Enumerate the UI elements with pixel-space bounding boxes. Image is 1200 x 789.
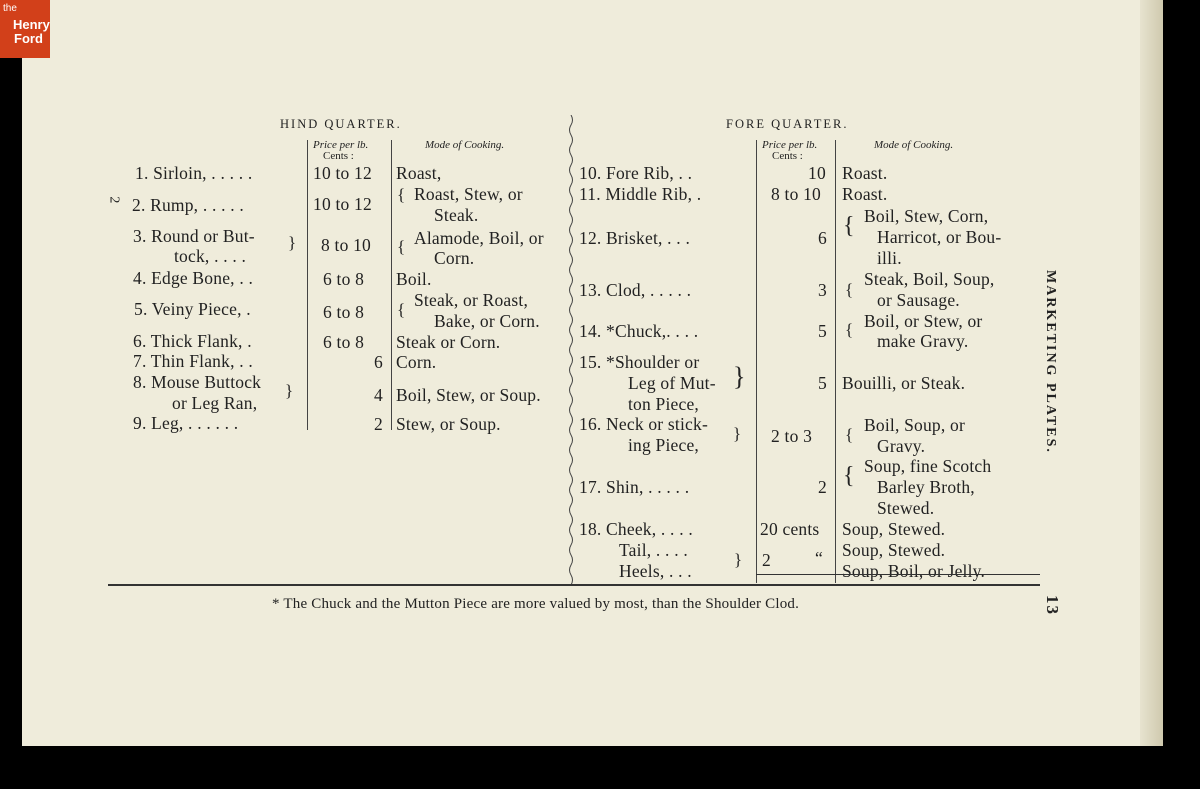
fore-price-18b: 2 [762,550,771,570]
hind-price-8: 4 [374,385,383,405]
bottom-rule [108,584,1040,586]
brace-icon: } [285,381,294,400]
page-gutter [1140,0,1163,746]
hind-price-7: 6 [374,352,383,372]
fore-mode-16b: Gravy. [877,436,926,456]
hind-cut-8b: or Leg Ran, [172,393,258,413]
brace-icon: { [397,300,406,319]
hind-mode-5b: Bake, or Corn. [434,311,540,331]
hind-price-1: 10 to 12 [313,163,372,183]
fore-price-13: 3 [818,280,827,300]
hind-mode-7: Corn. [396,352,437,372]
hind-price-2: 10 to 12 [313,194,372,214]
fore-mode-12c: illi. [877,248,902,268]
brace-icon: { [397,237,406,256]
brace-icon: { [845,320,854,339]
ditto-mark: “ [815,548,823,568]
henry-ford-logo [0,0,50,58]
fore-cut-10: 10. Fore Rib, . . [579,163,693,183]
hind-cut-3b: tock, . . . . [174,246,247,266]
book-page [22,0,1163,746]
fore-mode-18b: Soup, Stewed. [842,540,946,560]
fore-mode-12b: Harricot, or Bou- [877,227,1002,247]
hind-cut-8a: 8. Mouse Buttock [133,372,262,392]
fore-cut-11: 11. Middle Rib, . [579,184,702,204]
fore-price-15: 5 [818,373,827,393]
hind-mode-1: Roast, [396,163,442,183]
page-number: 13 [1043,595,1062,616]
hind-price-header: Price per lb. [313,139,369,151]
hind-mode-5a: Steak, or Roast, [414,290,529,310]
fore-mode-12a: Boil, Stew, Corn, [864,206,989,226]
fore-mode-17b: Barley Broth, [877,477,975,497]
fore-price-14: 5 [818,321,827,341]
fore-cut-15a: 15. *Shoulder or [579,352,700,372]
brace-icon: } [734,550,743,569]
footnote: * The Chuck and the Mutton Piece are more valued by most, than the Shoulder Clod. [272,596,800,612]
hind-price-9: 2 [374,414,383,434]
logo-text-ford: Ford [14,31,43,46]
brace-icon: { [397,185,406,204]
fore-quarter-title: FORE QUARTER. [726,117,849,131]
fore-mode-15: Bouilli, or Steak. [842,373,966,393]
fore-price-11: 8 to 10 [771,184,822,204]
hind-cut-7: 7. Thin Flank, . . [133,351,253,371]
brace-icon: } [288,233,297,252]
fore-mode-header: Mode of Cooking. [874,139,954,151]
fore-price-17: 2 [818,477,827,497]
brace-icon: { [845,280,854,299]
hind-quarter-title: HIND QUARTER. [280,117,402,131]
hind-price-4: 6 to 8 [323,269,365,289]
fore-mode-13a: Steak, Boil, Soup, [864,269,995,289]
margin-mark: 2 [106,196,122,204]
fore-mode-14b: make Gravy. [877,331,969,351]
hind-cut-2: 2. Rump, . . . . . [132,195,245,215]
fore-cut-13: 13. Clod, . . . . . [579,280,692,300]
fore-mode-11: Roast. [842,184,888,204]
hind-mode-4: Boil. [396,269,432,289]
fore-divider-left [756,140,757,583]
fore-price-header: Price per lb. [762,139,818,151]
fore-cut-14: 14. *Chuck,. . . . [579,321,699,341]
hind-cut-4: 4. Edge Bone, . . [133,268,254,288]
fore-mode-14a: Boil, or Stew, or [864,311,983,331]
fore-mode-16a: Boil, Soup, or [864,415,966,435]
logo-text-the: the [3,3,17,14]
fore-price-10: 10 [808,163,826,183]
fore-bottom-rule [756,574,1040,575]
brace-icon: } [733,362,746,391]
hind-cut-1: 1. Sirloin, . . . . . [135,163,253,183]
hind-price-6: 6 to 8 [323,332,365,352]
hind-mode-2b: Steak. [434,205,479,225]
hind-divider-right [391,140,392,430]
fore-cut-17: 17. Shin, . . . . . [579,477,690,497]
fore-cut-15c: ton Piece, [628,394,700,414]
fore-price-18a: 20 cents [760,519,820,539]
fore-price-16: 2 to 3 [771,426,813,446]
hind-mode-6: Steak or Corn. [396,332,501,352]
hind-cut-3a: 3. Round or But- [133,226,255,246]
fore-mode-13b: or Sausage. [877,290,960,310]
hind-mode-3a: Alamode, Boil, or [414,228,544,248]
hind-cut-9: 9. Leg, . . . . . . [133,413,239,433]
fore-cents-header: Cents : [772,150,803,162]
hind-mode-2a: Roast, Stew, or [414,184,523,204]
fore-cut-16a: 16. Neck or stick- [579,414,708,434]
fore-mode-17c: Stewed. [877,498,935,518]
brace-icon: { [845,425,854,444]
fore-cut-18c: Heels, . . . [619,561,692,581]
hind-mode-8: Boil, Stew, or Soup. [396,385,541,405]
fore-divider-right [835,140,836,583]
brace-icon: { [843,463,855,489]
fore-cut-12: 12. Brisket, . . . [579,228,691,248]
hind-cents-header: Cents : [323,150,354,162]
fore-price-12: 6 [818,228,827,248]
hind-price-5: 6 to 8 [323,302,365,322]
hind-cut-6: 6. Thick Flank, . [133,331,252,351]
fore-mode-18a: Soup, Stewed. [842,519,946,539]
fore-cut-15b: Leg of Mut- [628,373,716,393]
running-head: MARKETING PLATES. [1043,270,1058,454]
wavy-divider [567,115,575,585]
hind-mode-header: Mode of Cooking. [425,139,505,151]
fore-cut-18b: Tail, . . . . [619,540,688,560]
fore-mode-17a: Soup, fine Scotch [864,456,992,476]
hind-divider-left [307,140,308,430]
fore-cut-18a: 18. Cheek, . . . . [579,519,693,539]
fore-mode-10: Roast. [842,163,888,183]
hind-mode-3b: Corn. [434,248,475,268]
fore-mode-18c: Soup, Boil, or Jelly. [842,561,986,581]
brace-icon: { [843,213,855,239]
logo-text-henry: Henry [13,17,50,32]
hind-mode-9: Stew, or Soup. [396,414,501,434]
hind-price-3: 8 to 10 [321,235,372,255]
hind-cut-5: 5. Veiny Piece, . [134,299,251,319]
brace-icon: } [733,424,742,443]
fore-cut-16b: ing Piece, [628,435,700,455]
